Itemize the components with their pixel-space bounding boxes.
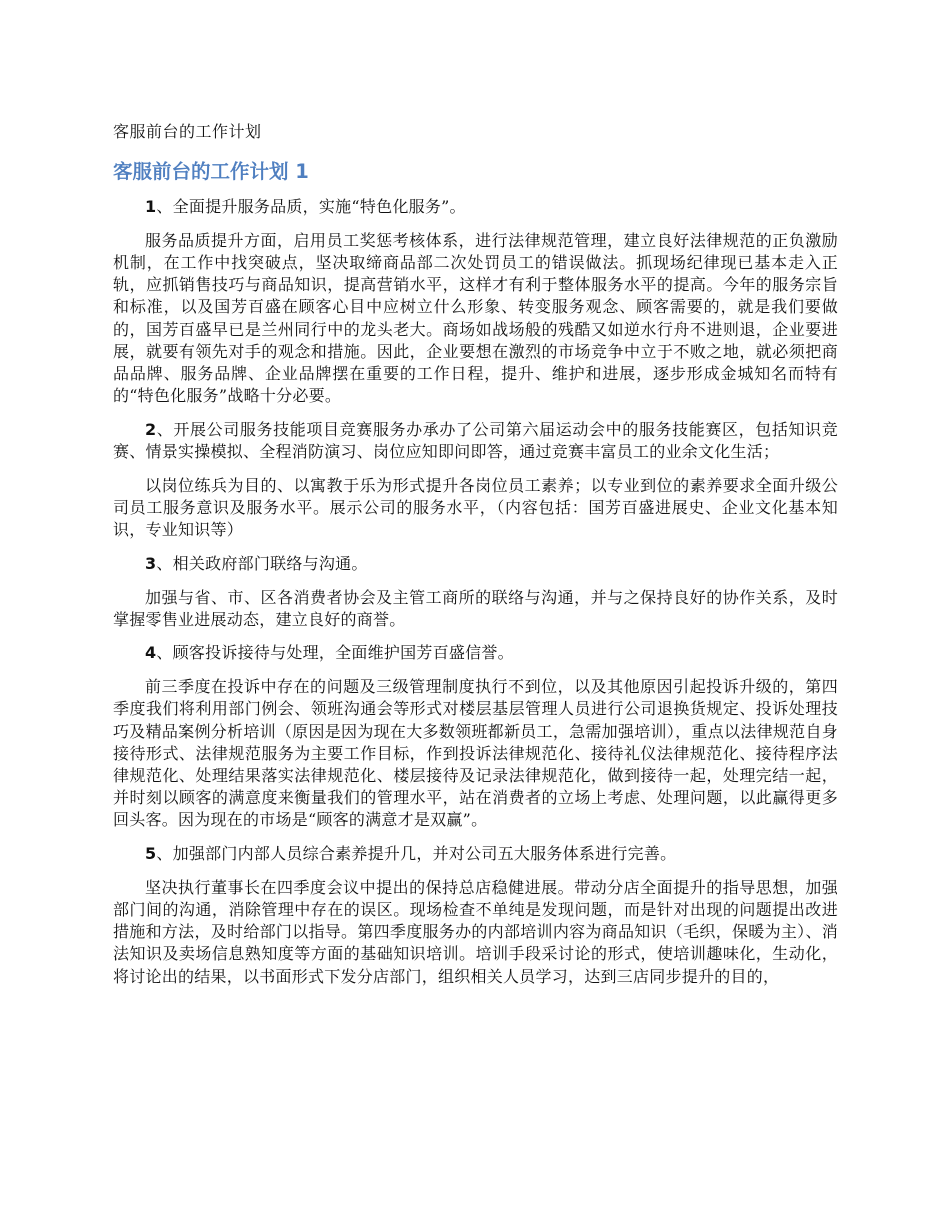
document-title: 客服前台的工作计划	[113, 122, 262, 141]
list-item-5	[113, 843, 838, 865]
list-item-4	[113, 642, 838, 664]
item-number: 5	[145, 844, 157, 864]
list-item-2	[113, 419, 838, 463]
item-number: 3	[145, 553, 157, 573]
body-paragraph: 服务品质提升方面，启用员工奖惩考核体系，进行法律规范管理，建立良好法律规范的正负激励机制，在工作中找突破点，坚决取缔商品部二次处罚员工的错误做法。抓现场纪律现已基本走入正轨，应抓销售技巧与商品知识，提高营销水平，这样才有利于整体服务水平的提高。今年的服务宗旨和标准，以及国芳百盛在顾客心目中应树立什么形象、转变服务观念、顾客需要的，就是我们要做的，国芳百盛早已是兰州同行中的龙头老大。商场如战场般的残酷又如逆水行舟不进则退，企业要进展，就要有领先对手的观念和措施。因此，企业要想在激烈的市场竞争中立于不败之地，就必须把商品品牌、服务品牌、企业品牌摆在重要的工作日程，提升、维护和进展，逐步形成金城知名而特有的“特色化服务”战略十分必要。	[113, 230, 838, 406]
body-paragraph: 坚决执行董事长在四季度会议中提出的保持总店稳健进展。带动分店全面提升的指导思想，加强部门间的沟通，消除管理中存在的误区。现场检查不单纯是发现问题，而是针对出现的问题提出改进措施和方法，及时给部门以指导。第四季度服务办的内部培训内容为商品知识（毛织，保暖为主）、消法知识及卖场信息熟知度等方面的基础知识培训。培训手段采讨论的形式，使培训趣味化，生动化，将讨论出的结果，以书面形式下发分店部门，组织相关人员学习，达到三店同步提升的目的，	[113, 877, 838, 986]
list-item-1	[113, 196, 838, 218]
body-paragraph: 以岗位练兵为目的、以寓教于乐为形式提升各岗位员工素养；以专业到位的素养要求全面升级公司员工服务意识及服务水平。展示公司的服务水平，（内容包括：国芳百盛进展史、企业文化基本知识，专业知识等）	[113, 475, 838, 540]
item-text: 、顾客投诉接待与处理，全面维护国芳百盛信誉。	[156, 643, 514, 663]
item-text: 、加强部门内部人员综合素养提升几，并对公司五大服务体系进行完善。	[156, 844, 677, 864]
body-paragraph: 加强与省、市、区各消费者协会及主管工商所的联络与沟通，并与之保持良好的协作关系，及时掌握零售业进展动态，建立良好的商誉。	[113, 587, 838, 629]
list-item-3	[113, 553, 838, 575]
item-number: 1	[145, 197, 157, 216]
body-paragraph: 前三季度在投诉中存在的问题及三级管理制度执行不到位，以及其他原因引起投诉升级的，第四季度我们将利用部门例会、领班沟通会等形式对楼层基层管理人员进行公司退换货规定、投诉处理技巧及精品案例分析培训（原因是因为现在大多数领班都新员工，急需加强培训），重点以法律规范自身接待形式、法律规范服务为主要工作目标，作到投诉法律规范化、接待礼仪法律规范化、接待程序法律规范化、处理结果落实法律规范化、楼层接待及记录法律规范化，做到接待一起，处理完结一起，并时刻以顾客的满意度来衡量我们的管理水平，站在消费者的立场上考虑、处理问题，以此赢得更多回头客。因为现在的市场是“顾客的满意才是双赢”。	[113, 677, 838, 830]
item-text: 、开展公司服务技能项目竞赛服务办承办了公司第六届运动会中的服务技能赛区，包括知识竞赛、情景实操模拟、全程消防演习、岗位应知即问即答，通过竞赛丰富员工的业余文化生活；	[113, 419, 838, 462]
section-heading: 客服前台的工作计划 1	[113, 160, 309, 183]
item-text: 、全面提升服务品质，实施“特色化服务”。	[156, 197, 466, 216]
item-number: 4	[145, 643, 157, 663]
item-number: 2	[145, 419, 157, 439]
item-text: 、相关政府部门联络与沟通。	[156, 553, 368, 573]
